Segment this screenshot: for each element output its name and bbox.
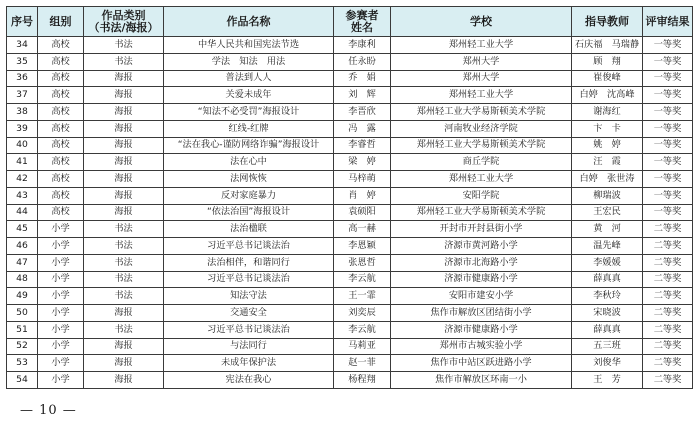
table-row [7, 271, 693, 288]
cell-participant: 李康利 [334, 37, 391, 54]
cell-school: 郑州轻工业大学 [391, 171, 572, 188]
cell-result: 二等奖 [643, 372, 693, 389]
cell-school: 安阳学院 [391, 187, 572, 204]
table-row [7, 104, 693, 121]
cell-group: 高校 [38, 70, 84, 87]
cell-title: 关爱未成年 [164, 87, 334, 104]
cell-group: 高校 [38, 187, 84, 204]
cell-school: 济源市健康路小学 [391, 321, 572, 338]
cell-participant: 刘奕辰 [334, 305, 391, 322]
cell-result: 二等奖 [643, 338, 693, 355]
table-row [7, 171, 693, 188]
header-participant-top: 参赛者 [345, 8, 379, 22]
cell-index: 36 [7, 70, 38, 87]
cell-result: 一等奖 [643, 104, 693, 121]
table-row [7, 187, 693, 204]
cell-index: 37 [7, 87, 38, 104]
header-participant [334, 7, 391, 37]
cell-category: 书法 [84, 238, 164, 255]
cell-index: 47 [7, 254, 38, 271]
cell-title: 知法守法 [164, 288, 334, 305]
header-index: 序号 [7, 7, 38, 37]
cell-result: 二等奖 [643, 288, 693, 305]
cell-teacher: 薛真真 [572, 321, 643, 338]
cell-participant: 乔 娟 [334, 70, 391, 87]
cell-school: 开封市开封县街小学 [391, 221, 572, 238]
cell-title: 习近平总书记谈法治 [164, 271, 334, 288]
cell-participant: 王一霏 [334, 288, 391, 305]
cell-school: 河南牧业经济学院 [391, 120, 572, 137]
cell-result: 一等奖 [643, 37, 693, 54]
cell-group: 小学 [38, 338, 84, 355]
table-row [7, 221, 693, 238]
cell-group: 高校 [38, 154, 84, 171]
cell-title: 未成年保护法 [164, 355, 334, 372]
cell-group: 小学 [38, 355, 84, 372]
cell-group: 小学 [38, 321, 84, 338]
cell-teacher: 白婷 沈高峰 [572, 87, 643, 104]
cell-category: 海报 [84, 338, 164, 355]
cell-index: 53 [7, 355, 38, 372]
cell-result: 一等奖 [643, 70, 693, 87]
cell-result: 二等奖 [643, 305, 693, 322]
cell-participant: 刘 辉 [334, 87, 391, 104]
cell-category: 海报 [84, 104, 164, 121]
cell-group: 小学 [38, 221, 84, 238]
cell-title: 交通安全 [164, 305, 334, 322]
cell-result: 二等奖 [643, 321, 693, 338]
cell-title: “依法治国”海报设计 [164, 204, 334, 221]
cell-school: 焦作市解放区团结街小学 [391, 305, 572, 322]
cell-result: 一等奖 [643, 137, 693, 154]
cell-teacher: 李秋玲 [572, 288, 643, 305]
cell-category: 海报 [84, 187, 164, 204]
cell-title: 与法同行 [164, 338, 334, 355]
cell-teacher: 柳瑞波 [572, 187, 643, 204]
cell-participant: 马梓萌 [334, 171, 391, 188]
cell-title: “知法不必受罚”海报设计 [164, 104, 334, 121]
cell-participant: 肖 婷 [334, 187, 391, 204]
cell-result: 二等奖 [643, 238, 693, 255]
cell-teacher: 宋晓波 [572, 305, 643, 322]
table-row [7, 154, 693, 171]
header-row [7, 7, 693, 37]
cell-category: 书法 [84, 254, 164, 271]
cell-group: 小学 [38, 305, 84, 322]
cell-category: 海报 [84, 204, 164, 221]
cell-school: 焦作市解放区环南一小 [391, 372, 572, 389]
cell-index: 50 [7, 305, 38, 322]
cell-teacher: 顾 翔 [572, 53, 643, 70]
cell-category: 海报 [84, 171, 164, 188]
cell-title: 法治楹联 [164, 221, 334, 238]
cell-group: 高校 [38, 37, 84, 54]
cell-result: 一等奖 [643, 171, 693, 188]
cell-group: 高校 [38, 104, 84, 121]
cell-title: 法治相伴，和谐同行 [164, 254, 334, 271]
cell-participant: 杨程翔 [334, 372, 391, 389]
cell-teacher: 石庆福 马瑞静 [572, 37, 643, 54]
cell-index: 54 [7, 372, 38, 389]
cell-title: 普法到人人 [164, 70, 334, 87]
cell-school: 商丘学院 [391, 154, 572, 171]
cell-teacher: 五三班 [572, 338, 643, 355]
cell-group: 高校 [38, 137, 84, 154]
cell-title: 习近平总书记谈法治 [164, 321, 334, 338]
cell-index: 34 [7, 37, 38, 54]
cell-result: 一等奖 [643, 154, 693, 171]
cell-group: 高校 [38, 171, 84, 188]
table-row [7, 355, 693, 372]
table-body [7, 37, 693, 389]
cell-school: 郑州轻工业大学 [391, 87, 572, 104]
cell-index: 46 [7, 238, 38, 255]
cell-title: 红线-红牌 [164, 120, 334, 137]
cell-teacher: 白婷 张世涛 [572, 171, 643, 188]
header-participant-bottom: 姓名 [351, 20, 373, 34]
table-row [7, 204, 693, 221]
cell-category: 海报 [84, 355, 164, 372]
table-header [7, 7, 693, 37]
table-row [7, 87, 693, 104]
cell-index: 49 [7, 288, 38, 305]
cell-teacher: 王宏民 [572, 204, 643, 221]
table-row [7, 70, 693, 87]
cell-index: 35 [7, 53, 38, 70]
table-row [7, 37, 693, 54]
cell-school: 郑州轻工业大学易斯顿美术学院 [391, 204, 572, 221]
table-row [7, 137, 693, 154]
cell-category: 海报 [84, 372, 164, 389]
cell-index: 41 [7, 154, 38, 171]
cell-teacher: 李媛媛 [572, 254, 643, 271]
cell-participant: 李晋欣 [334, 104, 391, 121]
cell-school: 郑州市古城实验小学 [391, 338, 572, 355]
cell-index: 45 [7, 221, 38, 238]
cell-teacher: 刘俊华 [572, 355, 643, 372]
header-result: 评审结果 [643, 7, 693, 37]
cell-title: 法网恢恢 [164, 171, 334, 188]
table-row [7, 120, 693, 137]
page-number: — 10 — [20, 403, 77, 418]
cell-participant: 梁 婷 [334, 154, 391, 171]
cell-result: 一等奖 [643, 187, 693, 204]
cell-result: 一等奖 [643, 120, 693, 137]
cell-index: 42 [7, 171, 38, 188]
cell-index: 38 [7, 104, 38, 121]
cell-teacher: 汪 霞 [572, 154, 643, 171]
cell-group: 小学 [38, 372, 84, 389]
cell-participant: 李云航 [334, 271, 391, 288]
cell-category: 海报 [84, 70, 164, 87]
cell-participant: 任永盼 [334, 53, 391, 70]
cell-school: 郑州大学 [391, 53, 572, 70]
header-category-bottom: （书法/海报） [88, 20, 159, 34]
cell-school: 郑州大学 [391, 70, 572, 87]
cell-title: 法在心中 [164, 154, 334, 171]
cell-index: 43 [7, 187, 38, 204]
header-category [84, 7, 164, 37]
cell-participant: 李睿哲 [334, 137, 391, 154]
cell-teacher: 黄 河 [572, 221, 643, 238]
cell-group: 小学 [38, 271, 84, 288]
cell-category: 书法 [84, 271, 164, 288]
table-row [7, 254, 693, 271]
cell-category: 海报 [84, 305, 164, 322]
cell-school: 济源市北海路小学 [391, 254, 572, 271]
table-row [7, 288, 693, 305]
cell-participant: 冯 露 [334, 120, 391, 137]
cell-participant: 张恩哲 [334, 254, 391, 271]
cell-teacher: 温先峰 [572, 238, 643, 255]
cell-school: 郑州轻工业大学易斯顿美术学院 [391, 104, 572, 121]
cell-group: 高校 [38, 87, 84, 104]
cell-teacher: 薛真真 [572, 271, 643, 288]
cell-participant: 高一赫 [334, 221, 391, 238]
cell-participant: 袁硕阳 [334, 204, 391, 221]
cell-index: 51 [7, 321, 38, 338]
cell-teacher: 谢海红 [572, 104, 643, 121]
cell-participant: 李云航 [334, 321, 391, 338]
cell-participant: 赵一菲 [334, 355, 391, 372]
header-title: 作品名称 [164, 7, 334, 37]
cell-group: 高校 [38, 120, 84, 137]
cell-school: 济源市黄河路小学 [391, 238, 572, 255]
cell-category: 书法 [84, 321, 164, 338]
cell-category: 书法 [84, 288, 164, 305]
award-results-table [6, 6, 693, 389]
cell-result: 一等奖 [643, 87, 693, 104]
cell-title: 中华人民共和国宪法节选 [164, 37, 334, 54]
cell-school: 焦作市中站区跃进路小学 [391, 355, 572, 372]
header-group: 组别 [38, 7, 84, 37]
header-category-top: 作品类别 [101, 8, 146, 22]
cell-group: 高校 [38, 53, 84, 70]
cell-participant: 马莉亚 [334, 338, 391, 355]
cell-participant: 李恩颖 [334, 238, 391, 255]
cell-title: 宪法在我心 [164, 372, 334, 389]
cell-teacher: 王 芳 [572, 372, 643, 389]
table-row [7, 321, 693, 338]
cell-teacher: 卞 卡 [572, 120, 643, 137]
cell-title: 习近平总书记谈法治 [164, 238, 334, 255]
cell-school: 郑州轻工业大学 [391, 37, 572, 54]
table-row [7, 338, 693, 355]
cell-teacher: 崔俊峰 [572, 70, 643, 87]
cell-index: 40 [7, 137, 38, 154]
header-school: 学校 [391, 7, 572, 37]
cell-result: 二等奖 [643, 254, 693, 271]
cell-category: 海报 [84, 137, 164, 154]
cell-group: 小学 [38, 254, 84, 271]
cell-school: 郑州轻工业大学易斯顿美术学院 [391, 137, 572, 154]
cell-title: 学法 知法 用法 [164, 53, 334, 70]
cell-title: 反对家庭暴力 [164, 187, 334, 204]
cell-index: 44 [7, 204, 38, 221]
cell-school: 安阳市建安小学 [391, 288, 572, 305]
header-teacher: 指导教师 [572, 7, 643, 37]
table-row [7, 53, 693, 70]
cell-title: “法在我心-谨防网络诈骗”海报设计 [164, 137, 334, 154]
cell-group: 小学 [38, 238, 84, 255]
cell-group: 小学 [38, 288, 84, 305]
cell-category: 海报 [84, 120, 164, 137]
table-row [7, 305, 693, 322]
cell-index: 52 [7, 338, 38, 355]
table-row [7, 372, 693, 389]
cell-category: 书法 [84, 37, 164, 54]
cell-result: 二等奖 [643, 221, 693, 238]
cell-result: 二等奖 [643, 355, 693, 372]
table-row [7, 238, 693, 255]
cell-result: 一等奖 [643, 53, 693, 70]
cell-group: 高校 [38, 204, 84, 221]
cell-category: 书法 [84, 221, 164, 238]
cell-result: 一等奖 [643, 204, 693, 221]
cell-category: 书法 [84, 53, 164, 70]
cell-result: 二等奖 [643, 271, 693, 288]
cell-category: 海报 [84, 87, 164, 104]
cell-index: 48 [7, 271, 38, 288]
cell-teacher: 姚 婷 [572, 137, 643, 154]
cell-index: 39 [7, 120, 38, 137]
cell-category: 海报 [84, 154, 164, 171]
cell-school: 济源市健康路小学 [391, 271, 572, 288]
